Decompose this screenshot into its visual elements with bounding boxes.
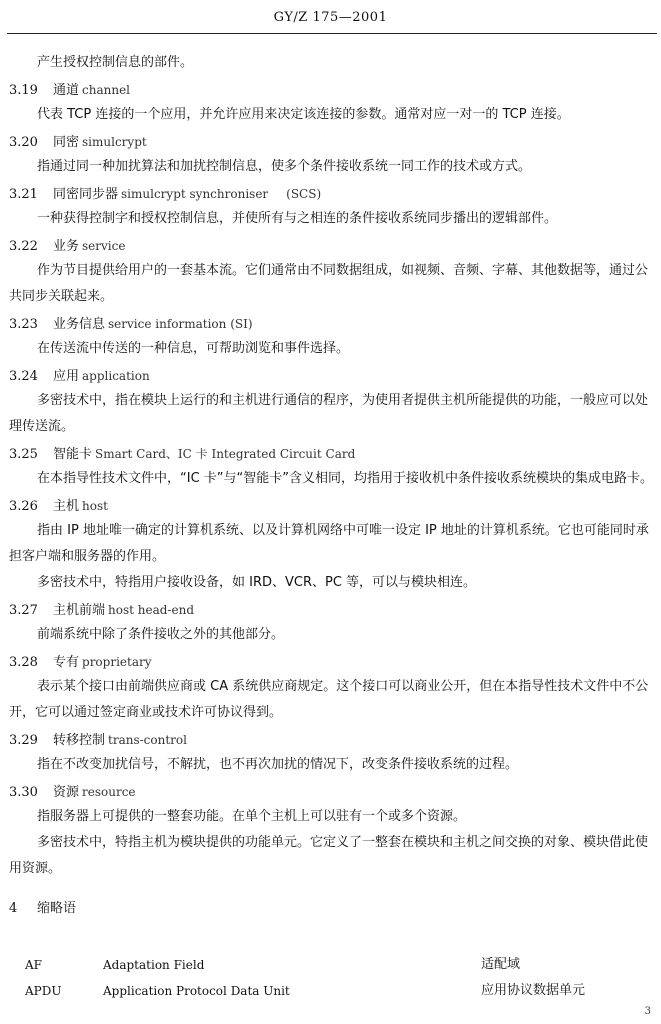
abbreviation-code: APDU bbox=[25, 984, 62, 998]
document-body bbox=[9, 50, 655, 922]
entry-term: 转移控制 bbox=[53, 733, 106, 748]
entry-number: 3.30 bbox=[9, 785, 38, 800]
entry-number: 3.24 bbox=[9, 369, 38, 384]
entry-definition: 在本指导性技术文件中，“IC 卡”与“智能卡”含义相同，均指用于接收机中条件接收系统模块的集成电路卡。 bbox=[37, 471, 653, 486]
abbreviation-code: AF bbox=[25, 958, 42, 972]
entry-english: service information (SI) bbox=[108, 317, 253, 331]
entry-number: 3.26 bbox=[9, 499, 38, 514]
entry-english: trans-control bbox=[108, 733, 187, 747]
entry-english: application bbox=[82, 369, 150, 383]
definition-3-24 bbox=[9, 362, 655, 440]
entry-english: host bbox=[82, 499, 108, 513]
entry-term: 专有 bbox=[53, 655, 80, 670]
entry-number: 3.19 bbox=[9, 83, 38, 98]
entry-term: 通道 bbox=[53, 83, 80, 98]
entry-term: 业务信息 bbox=[53, 317, 106, 332]
entry-english: Smart Card、IC 卡 Integrated Circuit Card bbox=[95, 447, 356, 461]
entry-number: 3.21 bbox=[9, 187, 38, 202]
entry-definition: 一种获得控制字和授权控制信息，并使所有与之相连的条件接收系统同步播出的逻辑部件。 bbox=[37, 211, 558, 226]
entry-number: 3.29 bbox=[9, 733, 38, 748]
definition-3-27 bbox=[9, 596, 655, 648]
entry-term: 应用 bbox=[53, 369, 80, 384]
entry-definition: 多密技术中，特指用户接收设备，如 IRD、VCR、PC 等，可以与模块相连。 bbox=[37, 575, 477, 590]
entry-definition: 前端系统中除了条件接收之外的其他部分。 bbox=[37, 627, 285, 642]
abbreviation-table bbox=[9, 952, 655, 1004]
definition-3-22 bbox=[9, 232, 655, 310]
abbreviation-chinese: 应用协议数据单元 bbox=[481, 983, 586, 998]
entry-term: 业务 bbox=[53, 239, 80, 254]
abbreviation-row bbox=[9, 952, 655, 978]
entry-term: 主机 bbox=[53, 499, 80, 514]
definition-3-19 bbox=[9, 76, 655, 128]
definition-3-20 bbox=[9, 128, 655, 180]
entry-english: service bbox=[82, 239, 126, 253]
entry-abbreviation: (SCS) bbox=[286, 187, 322, 201]
entry-number: 3.20 bbox=[9, 135, 38, 150]
entry-english: channel bbox=[82, 83, 131, 97]
abbreviation-row bbox=[9, 978, 655, 1004]
abbreviation-chinese: 适配域 bbox=[481, 957, 521, 972]
entry-english: simulcrypt synchroniser bbox=[121, 187, 269, 201]
entry-english: simulcrypt bbox=[82, 135, 147, 149]
entry-definition: 指通过同一种加扰算法和加扰控制信息，使多个条件接收系统一同工作的技术或方式。 bbox=[37, 159, 532, 174]
entry-number: 3.23 bbox=[9, 317, 38, 332]
definition-3-21 bbox=[9, 180, 655, 232]
entry-english: proprietary bbox=[82, 655, 152, 669]
abbreviation-full: Application Protocol Data Unit bbox=[103, 984, 290, 998]
section-title: 缩略语 bbox=[37, 901, 77, 916]
definition-3-25 bbox=[9, 440, 655, 492]
entry-definition: 在传送流中传送的一种信息，可帮助浏览和事件选择。 bbox=[37, 341, 350, 356]
header-rule bbox=[7, 33, 657, 34]
entry-definition: 指服务器上可提供的一整套功能。在单个主机上可以驻有一个或多个资源。 bbox=[37, 809, 467, 824]
definition-3-28 bbox=[9, 648, 655, 726]
entry-english: host head-end bbox=[108, 603, 194, 617]
entry-term: 资源 bbox=[53, 785, 80, 800]
entry-number: 3.27 bbox=[9, 603, 38, 618]
entry-definition: 表示某个接口由前端供应商或 CA 系统供应商规定。这个接口可以商业公开，但在本指导性技术文件中不公开，它可以通过签定商业或技术许可协议得到。 bbox=[9, 679, 649, 720]
document-header: GY/Z 175—2001 bbox=[273, 10, 388, 25]
section-number: 4 bbox=[9, 901, 18, 916]
definition-3-29 bbox=[9, 726, 655, 778]
section-heading bbox=[9, 896, 655, 922]
intro-line: 产生授权控制信息的部件。 bbox=[37, 55, 194, 70]
entry-definition: 指由 IP 地址唯一确定的计算机系统、以及计算机网络中可唯一设定 IP 地址的计算机系统。它也可能同时承担客户端和服务器的作用。 bbox=[9, 523, 649, 564]
entry-number: 3.25 bbox=[9, 447, 38, 462]
entry-number: 3.28 bbox=[9, 655, 38, 670]
entry-definition: 作为节目提供给用户的一套基本流。它们通常由不同数据组成，如视频、音频、字幕、其他数据等，通过公共同步关联起来。 bbox=[9, 263, 649, 304]
entry-term: 主机前端 bbox=[53, 603, 106, 618]
definition-3-23 bbox=[9, 310, 655, 362]
page-number: 3 bbox=[644, 1006, 651, 1017]
entry-definition: 多密技术中，特指主机为模块提供的功能单元。它定义了一整套在模块和主机之间交换的对象、模块借此使用资源。 bbox=[9, 835, 649, 876]
abbreviation-full: Adaptation Field bbox=[103, 958, 205, 972]
entry-term: 同密 bbox=[53, 135, 80, 150]
definition-3-26 bbox=[9, 492, 655, 596]
definition-3-30 bbox=[9, 778, 655, 882]
entry-definition: 代表 TCP 连接的一个应用，并允许应用来决定该连接的参数。通常对应一对一的 TCP 连接。 bbox=[37, 107, 570, 122]
entry-definition: 指在不改变加扰信号，不解扰，也不再次加扰的情况下，改变条件接收系统的过程。 bbox=[37, 757, 519, 772]
entry-number: 3.22 bbox=[9, 239, 38, 254]
entry-term: 同密同步器 bbox=[53, 187, 119, 202]
entry-term: 智能卡 bbox=[53, 447, 93, 462]
entry-english: resource bbox=[82, 785, 136, 799]
entry-definition: 多密技术中，指在模块上运行的和主机进行通信的程序，为使用者提供主机所能提供的功能，一般应可以处理传送流。 bbox=[9, 393, 649, 434]
